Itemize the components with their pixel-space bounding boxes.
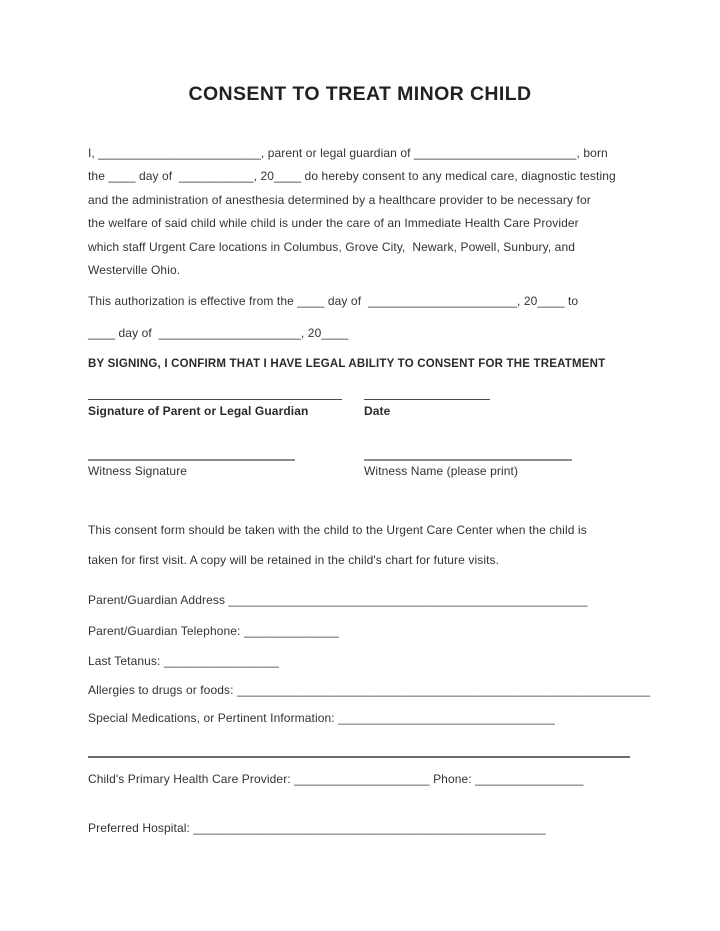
field-label: Preferred Hospital:: [88, 821, 194, 835]
field-parent-guardian-address: [88, 593, 588, 607]
authorization-line-2: ____ day of _____________________, 20____: [88, 326, 349, 340]
intro-line-1: I, ________________________, parent or legal guardian of ________________________, born: [88, 146, 608, 160]
date-line: [364, 399, 490, 400]
witness-name-line: [364, 459, 572, 461]
field-label: Parent/Guardian Telephone:: [88, 624, 244, 638]
witness-signature-label: Witness Signature: [88, 464, 188, 478]
note-line-2: taken for first visit. A copy will be retained in the child's chart for future visits.: [88, 553, 500, 567]
field-label: Special Medications, or Pertinent Information:: [88, 711, 339, 725]
field-label-phone: Phone:: [429, 772, 476, 786]
intro-line-4: the welfare of said child while child is under the care of an Immediate Health Care Provider: [88, 216, 579, 230]
confirmation-statement: BY SIGNING, I CONFIRM THAT I HAVE LEGAL ABILITY TO CONSENT FOR THE TREATMENT: [88, 358, 606, 370]
field-parent-guardian-telephone: [88, 624, 339, 638]
authorization-line-1: This authorization is effective from the ____ day of ______________________, 20____ to: [88, 294, 579, 308]
witness-signature-line: [88, 459, 295, 461]
field-last-tetanus: [88, 654, 279, 668]
field-label: Last Tetanus:: [88, 654, 164, 668]
blank-line: ________________________________: [338, 711, 555, 725]
field-allergies: [88, 683, 650, 697]
parent-signature-label: Signature of Parent or Legal Guardian: [88, 404, 309, 418]
field-special-medications: [88, 711, 555, 725]
field-label: Allergies to drugs or foods:: [88, 683, 237, 697]
intro-line-3: and the administration of anesthesia determined by a healthcare provider to be necessary for: [88, 193, 591, 207]
blank-line: ______________: [243, 624, 339, 638]
blank-line: _________________: [163, 654, 280, 668]
witness-name-label: Witness Name (please print): [364, 464, 519, 478]
special-medications-continuation-line: [88, 756, 630, 758]
field-label: Child's Primary Health Care Provider:: [88, 772, 295, 786]
intro-line-2: the ____ day of ___________, 20____ do hereby consent to any medical care, diagnostic testing: [88, 169, 616, 183]
blank-line: ________________: [475, 772, 584, 786]
intro-line-5: which staff Urgent Care locations in Columbus, Grove City, Newark, Powell, Sunbury, and: [88, 240, 576, 254]
blank-line: _____________________________________________________________: [236, 683, 651, 697]
date-label: Date: [364, 404, 391, 418]
field-preferred-hospital: [88, 821, 546, 835]
field-label: Parent/Guardian Address: [88, 593, 229, 607]
parent-signature-line: [88, 399, 342, 400]
intro-line-6: Westerville Ohio.: [88, 263, 181, 277]
note-line-1: This consent form should be taken with the child to the Urgent Care Center when the child is: [88, 523, 587, 537]
blank-line: ____________________: [294, 772, 430, 786]
blank-line: _____________________________________________________: [228, 593, 588, 607]
field-primary-care-provider: [88, 772, 584, 786]
page-title: CONSENT TO TREAT MINOR CHILD: [188, 83, 532, 105]
blank-line: ____________________________________________________: [193, 821, 546, 835]
